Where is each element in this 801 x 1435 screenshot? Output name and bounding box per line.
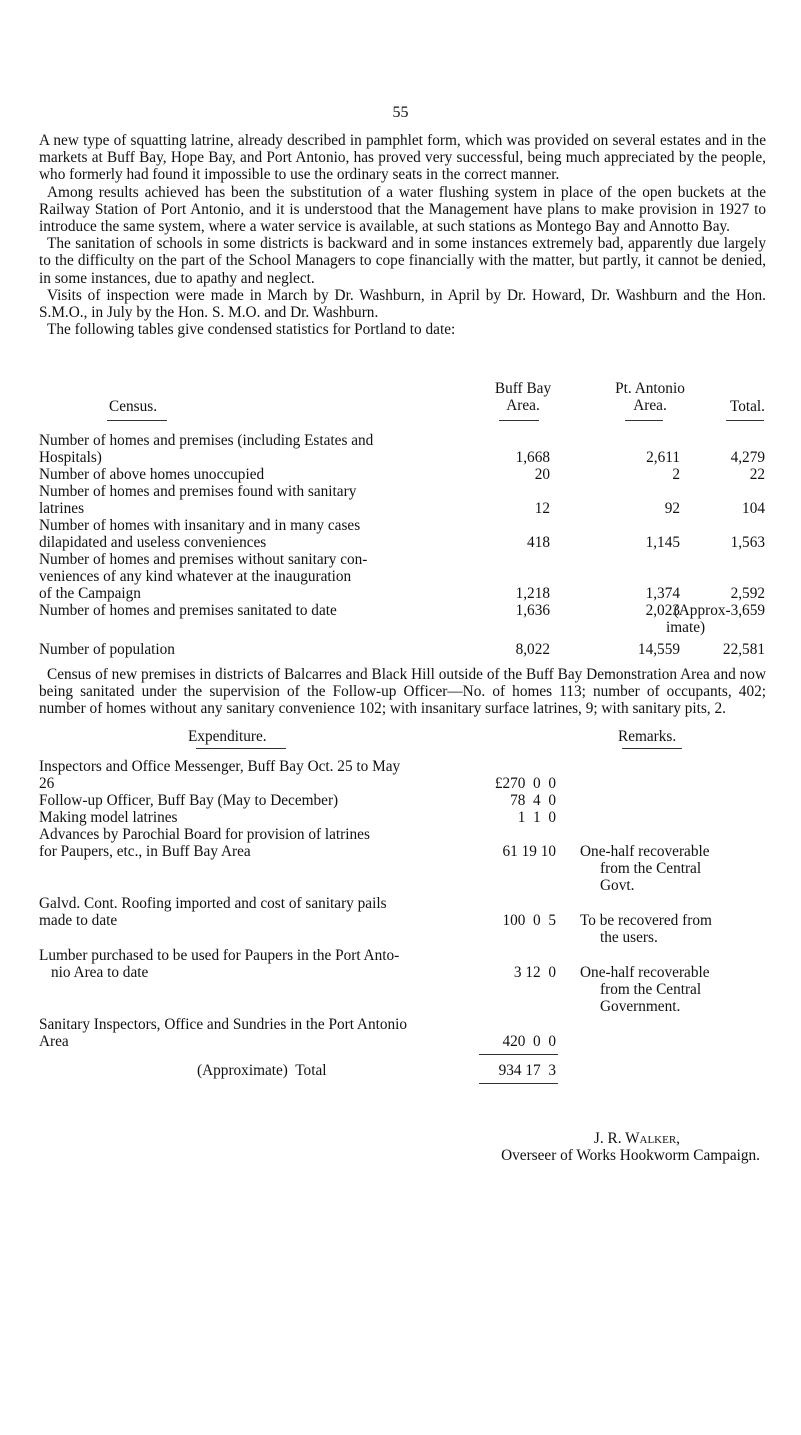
census-cell: 20 <box>534 466 550 483</box>
signature-title: Overseer of Works Hookworm Campaign. <box>501 1147 760 1165</box>
divider <box>196 748 286 749</box>
buff-bay-header: Buff Bay Area. <box>494 380 552 415</box>
census-header: Census. <box>109 398 158 415</box>
census-cell: 22,581 <box>722 641 765 658</box>
census-cell: (Approx-3,659 <box>673 602 765 619</box>
amount-cell: 100 0 5 <box>502 912 556 929</box>
census-cell: 1,563 <box>730 534 765 551</box>
census-row-label: Number of homes and premises found with sanitary latrines <box>39 483 357 518</box>
census-cell: 92 <box>664 500 680 517</box>
signature <box>400 1130 760 1164</box>
remark-cell: One-half recoverable from the Central Government. <box>580 964 710 1016</box>
census-row-label: Number of homes and premises sanitated to date <box>39 602 337 619</box>
expenditure-row-label: Galvd. Cont. Roofing imported and cost of sanitary pails made to date <box>39 895 387 930</box>
expenditure-row-label: Follow-up Officer, Buff Bay (May to December) <box>39 792 339 809</box>
census-cell: 418 <box>527 534 550 551</box>
total-amount: 934 17 3 <box>498 1062 556 1079</box>
census-cell: 8,022 <box>515 641 550 658</box>
divider <box>479 1083 558 1084</box>
divider <box>107 420 167 421</box>
census-cell: 2,023 <box>645 602 680 619</box>
paragraph: A new type of squatting latrine, already described in pamphlet form, which was provided on several estates and in the markets at Buff Bay, Hope Bay, and Port Antonio, has proved very successful, being much appreciated by the people, who formerly had found it impossible to use the ordinary seats in the correct manner. <box>39 132 766 184</box>
divider <box>622 748 682 749</box>
paragraph: Visits of inspection were made in March by Dr. Washburn, in April by Dr. Howard, Dr. Washburn and the Hon. S.M.O., in July by the Hon. S. M.O. and Dr. Washburn. <box>39 286 766 322</box>
census-cell: 1,218 <box>515 585 550 602</box>
paragraph: The sanitation of schools in some districts is backward and in some instances extremely bad, apparently due largely to the difficulty on the part of the School Managers to cope financially with the matter, but partly, it cannot be denied, in some instances, due to apathy and neglect. <box>39 235 766 287</box>
census-cell: 104 <box>742 500 765 517</box>
expenditure-row-label: Sanitary Inspectors, Office and Sundries in the Port Antonio Area <box>39 1016 408 1051</box>
divider <box>625 420 663 421</box>
census-row-label: Number of homes and premises without sanitary con- veniences of any kind whatever at the inauguration of the Campaign <box>39 551 368 603</box>
census-cell: 2,611 <box>646 449 680 466</box>
census-cell: 22 <box>749 466 765 483</box>
total-label: (Approximate) Total <box>197 1062 327 1079</box>
remark-cell: One-half recoverable from the Central Govt. <box>580 843 710 895</box>
remark-cell: To be recovered from the users. <box>580 912 712 947</box>
paragraph: Census of new premises in districts of Balcarres and Black Hill outside of the Buff Bay Demonstration Area and now being sanitated under the supervision of the Follow-up Officer—No. of homes 113; number of occupants, 402; number of homes without any sanitary convenience 102; with insanitary surface latrines, 9; with sanitary pits, 2. <box>39 666 766 718</box>
census-cell: 12 <box>534 500 550 517</box>
census-cell: 2,592 <box>730 585 765 602</box>
total-header: Total. <box>729 398 765 415</box>
remarks-header: Remarks. <box>618 728 677 745</box>
amount-cell: £270 0 0 <box>494 775 556 792</box>
census-cell: 4,279 <box>730 449 765 466</box>
expenditure-row-label: Making model latrines <box>39 809 178 826</box>
paragraph: The following tables give condensed statistics for Portland to date: <box>47 321 456 339</box>
census-cell: 1,145 <box>645 534 680 551</box>
expenditure-row-label: Lumber purchased to be used for Paupers in the Port Anto- nio Area to date <box>39 947 400 982</box>
divider <box>479 1054 558 1055</box>
census-cell: 1,374 <box>645 585 680 602</box>
census-cell-note: imate) <box>666 619 706 636</box>
census-cell: 2 <box>672 466 680 483</box>
census-cell: 1,668 <box>515 449 550 466</box>
census-row-label: Number of above homes unoccupied <box>39 466 265 483</box>
census-cell: 14,559 <box>637 641 680 658</box>
divider <box>726 420 764 421</box>
amount-cell: 61 19 10 <box>502 843 556 860</box>
census-row-label: Number of population <box>39 641 175 658</box>
divider <box>499 420 539 421</box>
paragraph: Among results achieved has been the substitution of a water flushing system in place of the open buckets at the Railway Station of Port Antonio, and it is understood that the Management have plans to make provision in 1927 to introduce the same system, where a water service is available, at such stations as Montego Bay and Annotto Bay. <box>39 183 766 236</box>
census-row-label: Number of homes with insanitary and in many cases dilapidated and useless conveniences <box>39 517 361 552</box>
pt-antonio-header: Pt. Antonio Area. <box>615 380 685 415</box>
census-cell: 1,636 <box>515 602 550 619</box>
amount-cell: 78 4 0 <box>510 792 556 809</box>
amount-cell: 3 12 0 <box>513 964 556 981</box>
census-row-label: Number of homes and premises (including Estates and Hospitals) <box>39 432 374 467</box>
expenditure-header: Expenditure. <box>188 728 267 745</box>
page-number: 55 <box>392 104 409 121</box>
amount-cell: 1 1 0 <box>517 809 556 826</box>
census-note <box>39 666 766 718</box>
signature-name: J. R. Walker, <box>593 1130 680 1147</box>
intro-text <box>39 132 766 338</box>
expenditure-row-label: Advances by Parochial Board for provision of latrines for Paupers, etc., in Buff Bay Area <box>39 826 370 861</box>
expenditure-row-label: Inspectors and Office Messenger, Buff Bay Oct. 25 to May 26 <box>39 758 401 793</box>
amount-cell: 420 0 0 <box>502 1033 556 1050</box>
